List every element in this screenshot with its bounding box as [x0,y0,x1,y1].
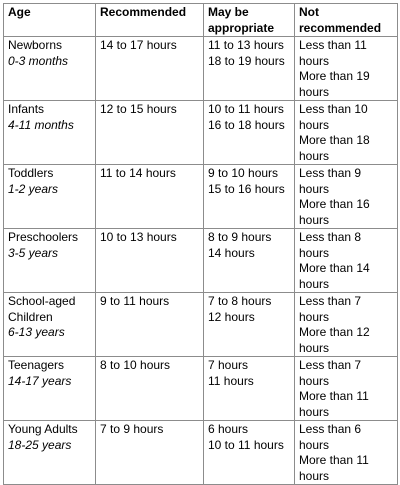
recommended-cell: 12 to 15 hours [96,101,204,165]
may-be-appropriate-low: 11 to 13 hours [208,38,284,52]
may-be-appropriate-low: 6 hours [208,422,249,436]
recommended-cell: 14 to 17 hours [96,37,204,101]
not-recommended-cell [295,101,398,165]
not-recommended-low: Less than 9 hours [299,166,362,196]
header-may-be-appropriate: May be appropriate [204,4,295,37]
may-be-appropriate-high: 11 hours [208,373,254,388]
not-recommended-cell [295,357,398,421]
sleep-recommendations-table [3,3,398,485]
may-be-appropriate-cell [204,37,295,101]
age-range: 3-5 years [8,245,59,260]
recommended-cell: 10 to 13 hours [96,229,204,293]
not-recommended-high: More than 19 hours [299,69,370,99]
age-range: 0-3 months [8,53,69,68]
may-be-appropriate-high: 15 to 16 hours [208,181,285,196]
header-recommended: Recommended [96,4,204,37]
age-group: Infants [8,102,45,116]
age-cell [4,421,96,485]
not-recommended-high: More than 16 hours [299,197,370,227]
table-row [4,37,398,101]
may-be-appropriate-low: 8 to 9 hours [208,230,272,244]
not-recommended-high: More than 12 hours [299,325,370,355]
not-recommended-cell [295,421,398,485]
may-be-appropriate-high: 18 to 19 hours [208,53,285,68]
age-range: 6-13 years [8,325,65,339]
age-cell [4,165,96,229]
header-row [4,4,398,37]
age-group: Preschoolers [8,230,79,244]
not-recommended-cell [295,229,398,293]
may-be-appropriate-cell [204,293,295,357]
age-cell [4,101,96,165]
age-range: 1-2 years [8,181,59,196]
table-row [4,421,398,485]
may-be-appropriate-cell [204,357,295,421]
age-range: 4-11 months [8,117,74,132]
age-cell [4,229,96,293]
age-range: 18-25 years [8,437,72,452]
age-group: School-aged Children [8,294,76,324]
recommended-cell: 7 to 9 hours [96,421,204,485]
age-cell [4,293,96,357]
age-group: Toddlers [8,166,54,180]
may-be-appropriate-cell [204,421,295,485]
header-age: Age [4,4,96,37]
may-be-appropriate-low: 10 to 11 hours [208,102,284,116]
not-recommended-low: Less than 10 hours [299,102,368,132]
age-group: Teenagers [8,358,65,372]
may-be-appropriate-cell [204,165,295,229]
recommended-cell: 11 to 14 hours [96,165,204,229]
table-row [4,101,398,165]
age-group: Newborns [8,38,63,52]
table-row [4,165,398,229]
may-be-appropriate-high: 10 to 11 hours [208,437,284,452]
not-recommended-cell [295,37,398,101]
age-cell [4,357,96,421]
not-recommended-low: Less than 7 hours [299,358,362,388]
age-cell [4,37,96,101]
not-recommended-low: Less than 8 hours [299,230,362,260]
may-be-appropriate-high: 16 to 18 hours [208,117,285,132]
not-recommended-low: Less than 11 hours [299,38,367,68]
age-group: Young Adults [8,422,78,436]
not-recommended-low: Less than 7 hours [299,294,362,324]
may-be-appropriate-low: 9 to 10 hours [208,166,279,180]
not-recommended-cell [295,293,398,357]
may-be-appropriate-low: 7 hours [208,358,249,372]
header-not-recommended: Not recommended [295,4,398,37]
table-row [4,357,398,421]
table-row [4,229,398,293]
recommended-cell: 9 to 11 hours [96,293,204,357]
recommended-cell: 8 to 10 hours [96,357,204,421]
age-range: 14-17 years [8,373,72,388]
not-recommended-low: Less than 6 hours [299,422,362,452]
not-recommended-high: More than 14 hours [299,261,370,291]
not-recommended-high: More than 11 hours [299,389,369,419]
may-be-appropriate-cell [204,229,295,293]
not-recommended-high: More than 11 hours [299,453,369,483]
may-be-appropriate-high: 12 hours [208,309,255,324]
may-be-appropriate-high: 14 hours [208,245,255,260]
may-be-appropriate-low: 7 to 8 hours [208,294,272,308]
not-recommended-cell [295,165,398,229]
not-recommended-high: More than 18 hours [299,133,370,163]
may-be-appropriate-cell [204,101,295,165]
table-row [4,293,398,357]
